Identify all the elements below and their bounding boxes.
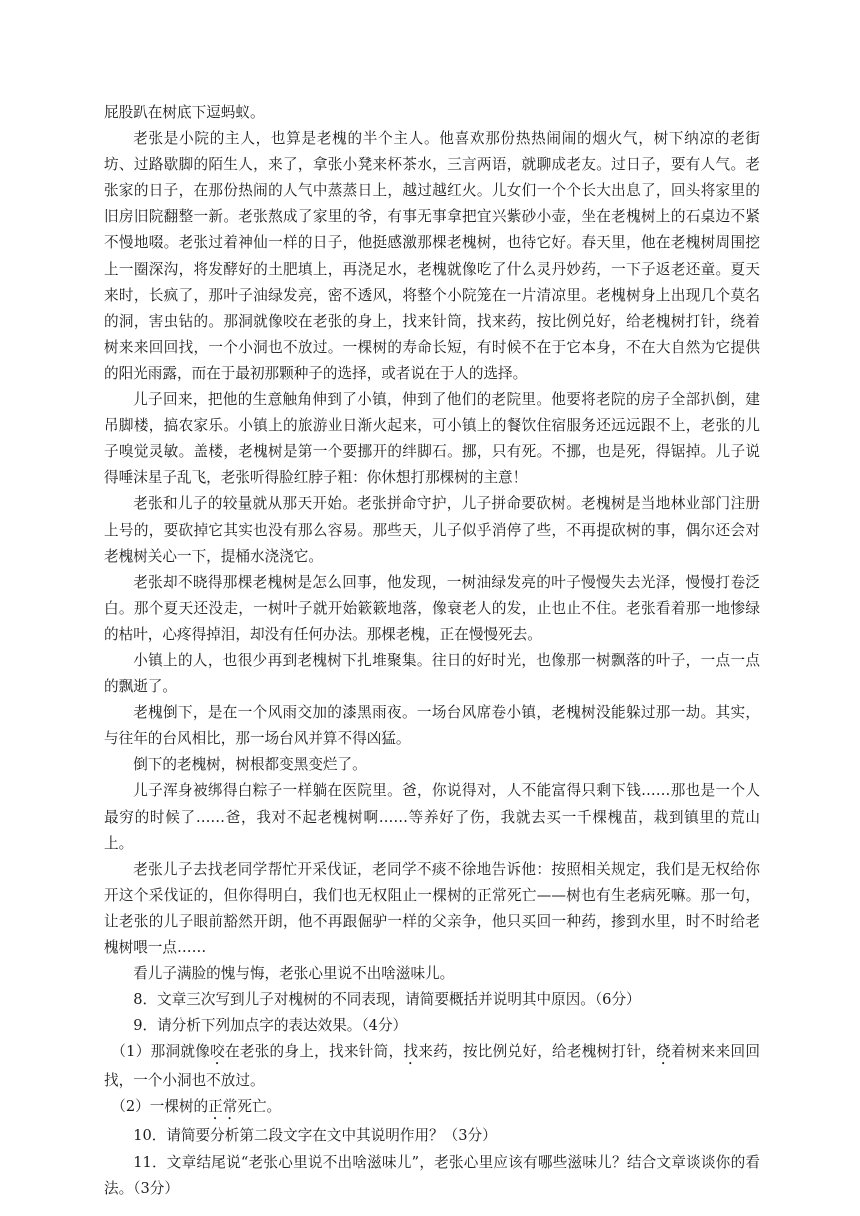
question-9-item-1 [104,1039,760,1094]
paragraph-9: 老张儿子去找老同学帮忙开采伐证，老同学不痰不徐地告诉他：按照相关规定，我们是无权给你开这个采伐证的，但你得明白，我们也无权阻止一棵树的正常死亡——树也有生老病死嘛。那一句，让老张的儿子眼前豁然开朗，他不再跟倔驴一样的父亲争，他只买回一种药，掺到水里，时不时给老槐树喂一点…… [104,860,760,956]
paragraph-2: 儿子回来，把他的生意触角伸到了小镇，伸到了他们的老院里。他要将老院的房子全部扒倒，建吊脚楼，搞农家乐。小镇上的旅游业日渐火起来，可小镇上的餐饮住宿服务还远远跟不上，老张的儿子嗅觉灵敏。盖楼，老槐树是第一个要挪开的绊脚石。挪，只有死。不挪，也是死，得锯掉。儿子说得唾沫星子乱飞，老张听得脸红脖子粗：你休想打那棵树的主意！ [104,391,760,487]
emphasis-char-zhao: 找 [403,1043,419,1061]
question-9: 9．请分析下列加点字的表达效果。（4分） [133,1017,408,1035]
q9-1-text-e: 来药，按比例兑好，给老槐树打针， [418,1043,657,1061]
paragraph-5: 小镇上的人，也很少再到老槐树下扎堆聚集。往日的好时光，也像那一树飘落的叶子，一点一点的飘逝了。 [104,651,760,696]
q9-1-text-a: （1）那洞就像 [111,1043,211,1061]
q9-1-text-c: 在老张的身上，找来针筒， [224,1043,404,1061]
paragraph-0: 屁股趴在树底下逗蚂蚁。 [104,104,265,121]
q9-1-text-g: 着树来来回回找，一个小洞也不放过。 [104,1043,760,1090]
paragraph-8: 儿子浑身被绑得白粽子一样躺在医院里。爸，你说得对，人不能富得只剩下钱……那也是一个人最穷的时候了……爸，我对不起老槐树啊……等养好了伤，我就去买一千棵槐苗，栽到镇里的荒山上。 [104,782,760,852]
paragraph-6: 老槐倒下，是在一个风雨交加的漆黑雨夜。一场台风席卷小镇，老槐树没能躲过那一劫。其实，与往年的台风相比，那一场台风并算不得凶猛。 [104,704,760,748]
paragraph-7: 倒下的老槐树，树根都变黑变烂了。 [133,756,367,774]
emphasis-char-yao: 咬 [210,1043,225,1061]
paragraph-10: 看儿子满脸的愧与悔，老张心里说不出啥滋味儿。 [133,965,455,983]
paragraph-3: 老张和儿子的较量就从那天开始。老张拼命守护，儿子拼命要砍树。老槐树是当地林业部门注册上号的，要砍掉它其实也没有那么容易。那些天，儿子似乎消停了些，不再提砍树的事，偶尔还会对老槐树关心一下，提桶水浇浇它。 [104,495,760,565]
q9-2-text-c: 死亡。 [237,1098,282,1116]
emphasis-word-zhengchang: 正常 [208,1098,238,1116]
question-11: 11．文章结尾说“老张心里说不出啥滋味儿”，老张心里应该有哪些滋味儿？结合文章谈谈你的看法。（3分） [104,1153,760,1197]
document-page [104,100,760,1202]
question-9-item-2 [104,1094,760,1123]
question-10: 10．请简要分析第二段文字在文中其说明作用？（3分） [133,1127,497,1145]
paragraph-4: 老张却不晓得那棵老槐树是怎么回事，他发现，一树油绿发亮的叶子慢慢失去光泽，慢慢打卷泛白。那个夏天还没走，一树叶子就开始簌簌地落，像衰老人的发，止也止不住。老张看着那一地惨绿的枯叶，心疼得掉泪，却没有任何办法。那棵老槐，正在慢慢死去。 [104,573,760,643]
question-8: 8．文章三次写到儿子对槐树的不同表现，请简要概括并说明其中原因。（6分） [133,991,641,1009]
q9-2-text-a: （2）一棵树的 [111,1098,209,1116]
emphasis-char-rao: 绕 [656,1043,672,1061]
paragraph-1: 老张是小院的主人，也算是老槐的半个主人。他喜欢那份热热闹闹的烟火气，树下纳凉的老街坊、过路歇脚的陌生人，来了，拿张小凳来杯茶水，三言两语，就聊成老友。过日子，要有人气。老张家的日子，在那份热闹的人气中蒸蒸日上，越过越红火。儿女们一个个长大出息了，回头将家里的旧房旧院翻整一新。老张熬成了家里的爷，有事无事拿把宜兴紫砂小壶，坐在老槐树上的石桌边不紧不慢地啜。老张过着神仙一样的日子，他挺感激那棵老槐树，也待它好。春天里，他在老槐树周围挖上一圈深沟，将发酵好的土肥填上，再浇足水，老槐就像吃了什么灵丹妙药，一下子返老还童。夏天来时，长疯了，那叶子油绿发亮，密不透风，将整个小院笼在一片清凉里。老槐树身上出现几个莫名的洞，害虫钻的。那洞就像咬在老张的身上，找来针筒，找来药，按比例兑好，给老槐树打针，绕着树来来回回找，一个小洞也不放过。一棵树的寿命长短，有时候不在于它本身，不在大自然为它提供的阳光雨露，而在于最初那颗种子的选择，或者说在于人的选择。 [104,130,760,382]
